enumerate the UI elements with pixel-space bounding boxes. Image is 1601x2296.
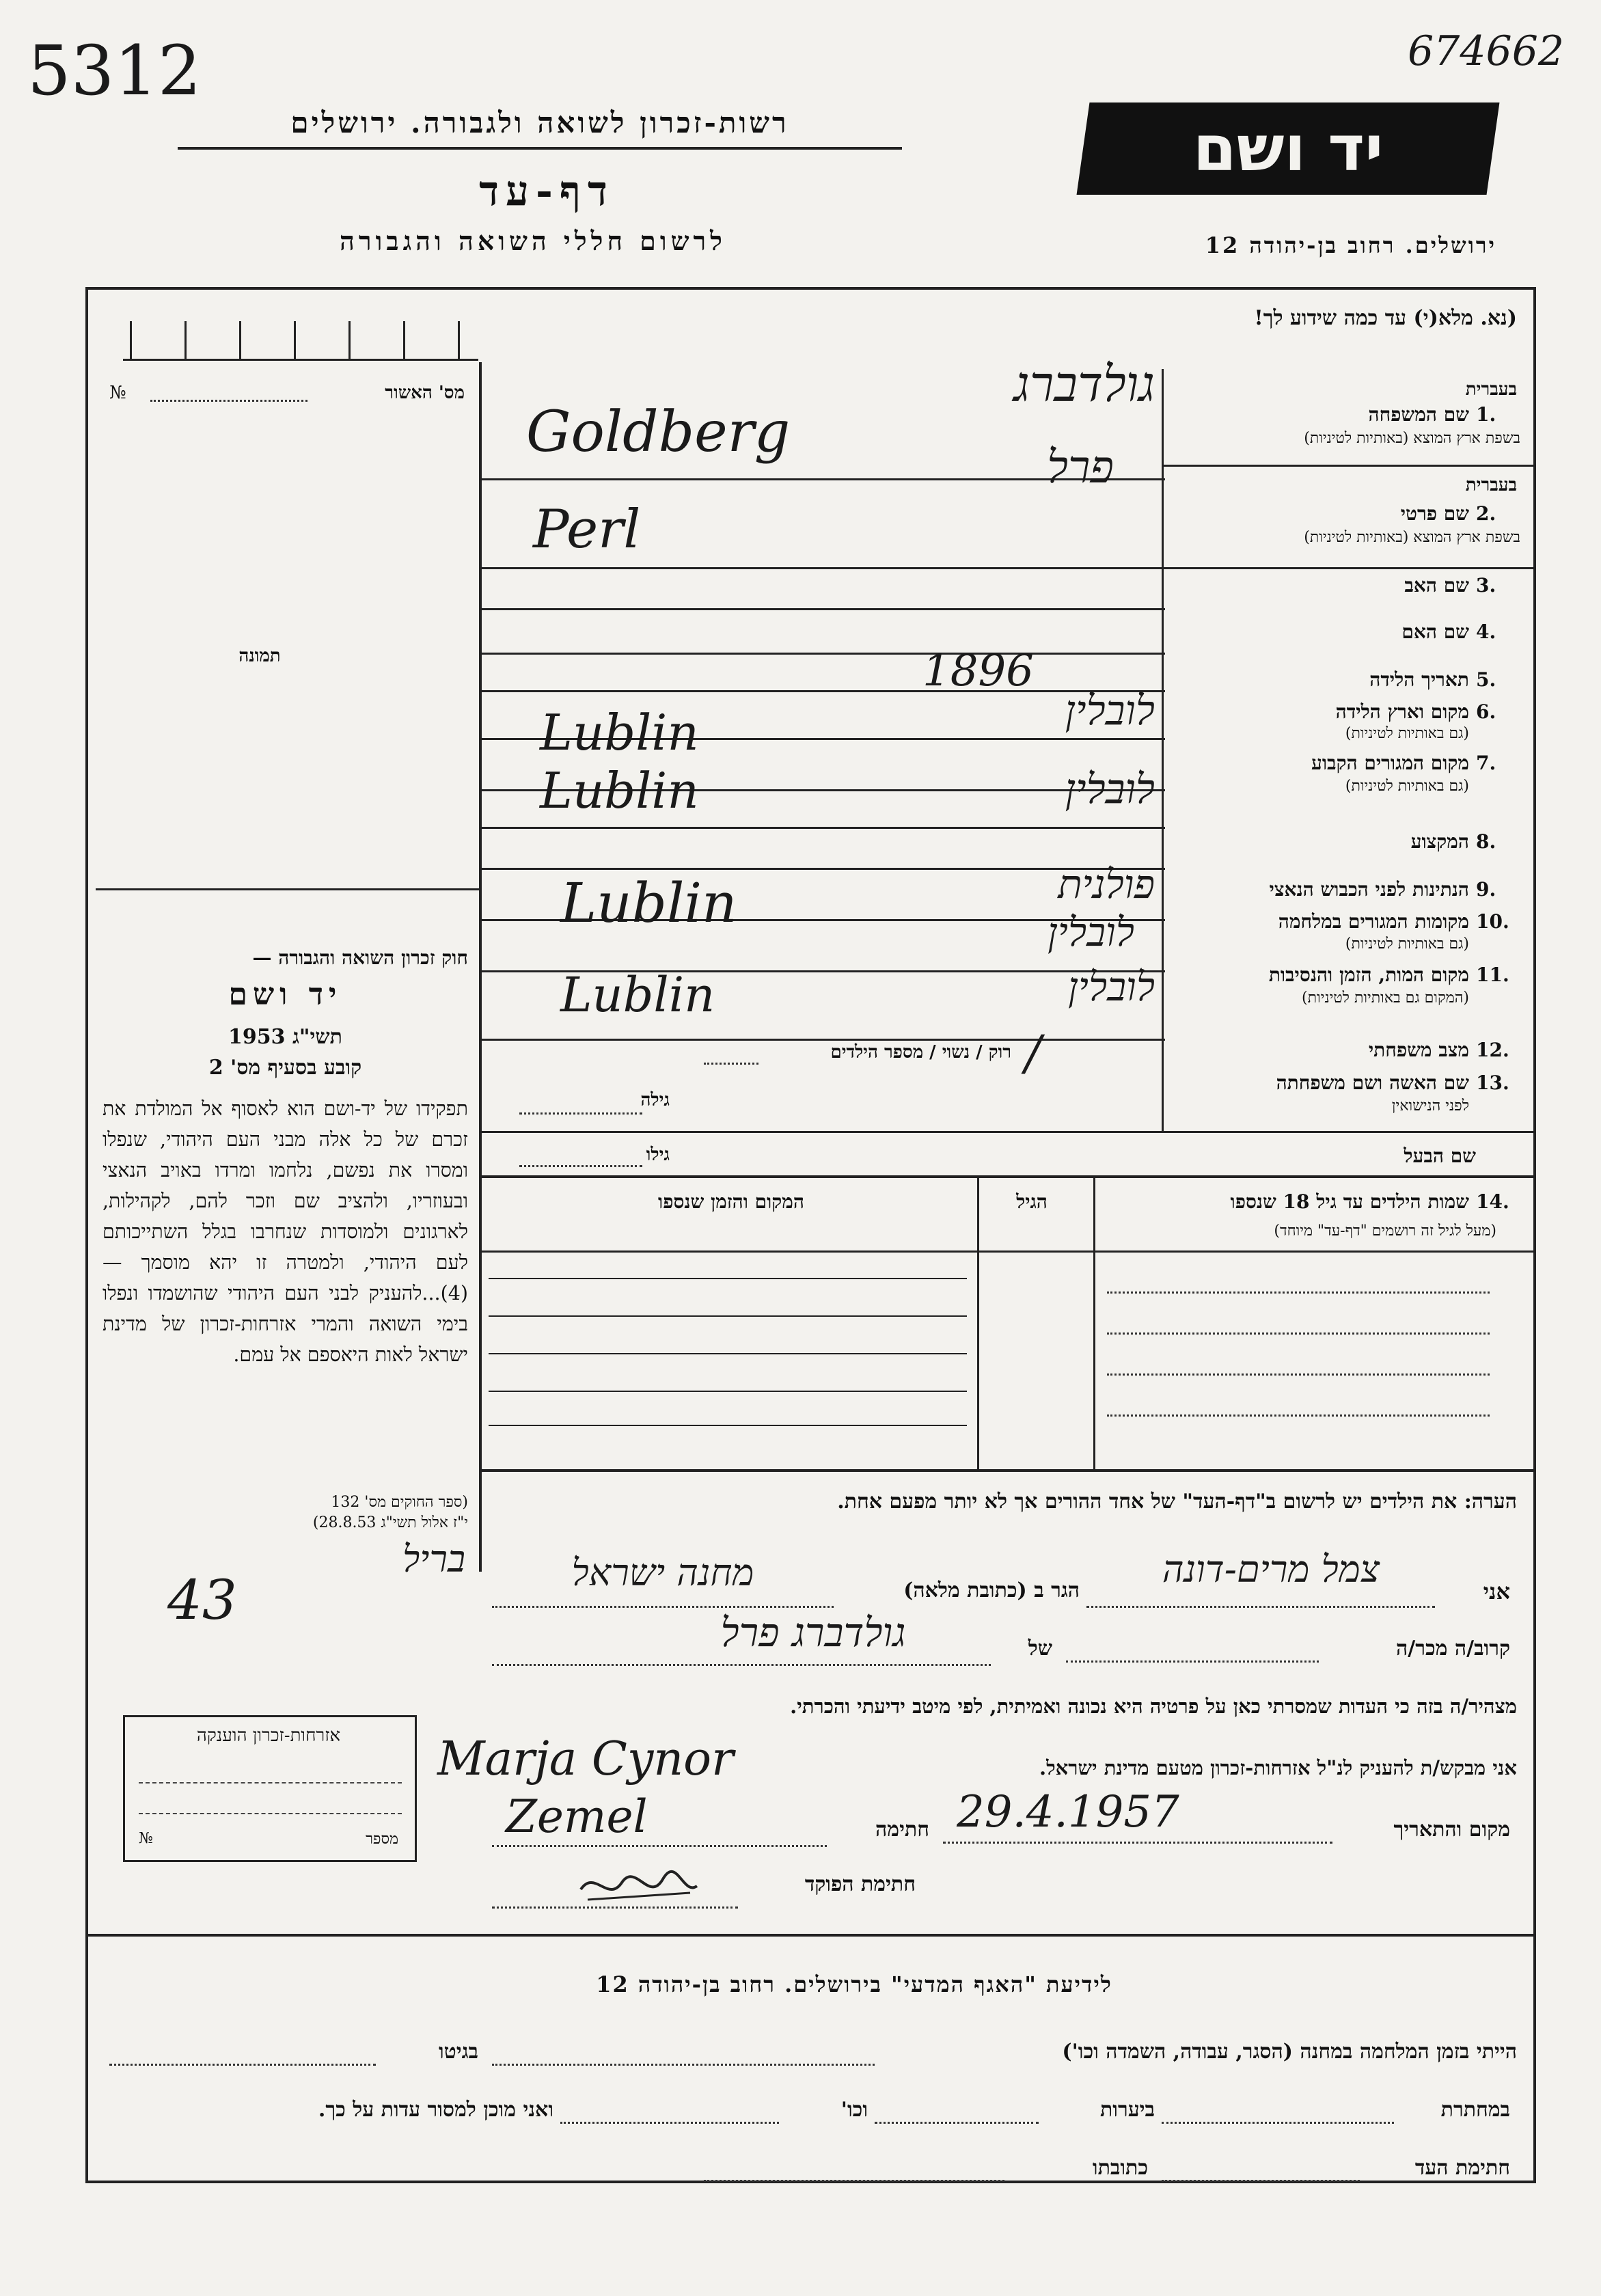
field-13-age-f: גילה bbox=[640, 1090, 670, 1110]
decl-i-am: אני bbox=[1483, 1578, 1510, 1604]
field-1-number: 1. bbox=[1476, 403, 1496, 426]
field-10-number: 10. bbox=[1476, 910, 1509, 933]
field-9-number: 9. bbox=[1476, 878, 1496, 901]
field-11-value-hebrew: לובלין bbox=[1067, 964, 1155, 1010]
field-5-number: 5. bbox=[1476, 668, 1496, 691]
cert-number-sign: № bbox=[109, 383, 126, 403]
field-7-sub: (גם באותיות לטיניות) bbox=[1345, 778, 1469, 795]
bottom-address: כתובתו bbox=[1092, 2156, 1148, 2180]
field-14-col-age: הגיל bbox=[1016, 1190, 1048, 1213]
decl-signature-value: Zemel bbox=[506, 1790, 648, 1843]
decl-town: בריל bbox=[402, 1538, 465, 1581]
field-2-latin-tag: בשפת ארץ המוצא (באותיות לטיניות) bbox=[1304, 529, 1520, 546]
field-5-label: תאריך הלידה bbox=[1369, 668, 1469, 691]
law-section: קובע בסעיף מס' 2 bbox=[208, 1056, 362, 1080]
clerk-signature-scribble bbox=[567, 1862, 704, 1910]
field-11-value-latin: Lublin bbox=[560, 967, 715, 1023]
field-1-value-latin: Goldberg bbox=[526, 400, 791, 465]
decl-address: מחנה ישראל bbox=[571, 1551, 754, 1594]
field-13-label: שם האשה ושם משפחתה bbox=[1276, 1071, 1469, 1094]
law-ref-2: י"ז אלול תשי"ג 28.8.53) bbox=[312, 1514, 468, 1531]
authority-title: רשות-זכרון לשואה ולגבורה. ירושלים bbox=[290, 106, 789, 139]
field-13-sub: לפני הנישואין bbox=[1391, 1097, 1469, 1115]
field-1-hebrew-tag: בעברית bbox=[1465, 379, 1517, 400]
field-13-husband: שם הבעל bbox=[1404, 1145, 1476, 1167]
bottom-line-1: הייתי בזמן המלחמה במחנה (הסגר, עבודה, השמדה וכו') bbox=[1062, 2040, 1517, 2064]
law-ref-1: (ספר החוקים מס' 132 bbox=[331, 1494, 468, 1511]
law-year: תשי"ג 1953 bbox=[228, 1025, 342, 1049]
field-7-number: 7. bbox=[1476, 752, 1496, 774]
note: הערה: את הילדים יש לרשום ב"דף-העד" של אחד ההורים אך לא יותר מפעם אחת. bbox=[837, 1490, 1517, 1514]
bottom-ghetto: בגיטו bbox=[438, 2040, 478, 2064]
decl-request: אני מבקש/ת להעניק לנ"ל אזרחות-זכרון מטעם מדינת ישראל. bbox=[1039, 1756, 1517, 1779]
field-1-label: שם המשפחה bbox=[1368, 403, 1469, 426]
field-7-value-latin: Lublin bbox=[540, 762, 699, 819]
decl-signature-label: חתימה bbox=[875, 1818, 929, 1842]
field-12-label: מצב משפחתי bbox=[1368, 1039, 1469, 1061]
stamp-number-label: מספר bbox=[366, 1831, 398, 1848]
field-12-mark: / bbox=[1025, 1025, 1041, 1081]
field-11-number: 11. bbox=[1476, 964, 1509, 986]
bottom-title: לידיעת "האגף המדעי" בירושלים. רחוב בן-יהודה 12 bbox=[596, 1971, 1112, 1997]
field-9-label: הנתינות לפני הכבוש הנאצי bbox=[1269, 878, 1469, 901]
file-number: 5312 bbox=[27, 31, 202, 111]
field-14-label: שמות הילדים עד גיל 18 שנספו bbox=[1230, 1190, 1469, 1213]
decl-residing: הגר ב (כתובת מלאה) bbox=[903, 1578, 1080, 1602]
field-2-hebrew-tag: בעברית bbox=[1465, 475, 1517, 495]
field-11-sub: (המקום גם באותיות לטיניות) bbox=[1302, 989, 1469, 1007]
field-10-sub: (גם באותיות לטיניות) bbox=[1345, 935, 1469, 953]
field-5-value: 1896 bbox=[922, 646, 1034, 696]
field-12-options: רוק / נשוי / מספר הילדים bbox=[830, 1042, 1011, 1063]
field-7-label: מקום המגורים הקבוע bbox=[1311, 752, 1469, 774]
decl-clerk-signature: חתימת הפוקד bbox=[804, 1872, 916, 1896]
instruction: (נא. מלא(י) עד כמה שידוע לך! bbox=[1254, 306, 1517, 330]
yad-vashem-logo: יד ושם bbox=[1077, 102, 1500, 195]
bottom-underground: במחתרת bbox=[1440, 2098, 1510, 2122]
form-subtitle: לרשום חללי השואה והגבורה bbox=[340, 226, 726, 256]
field-2-label: שם פרטי bbox=[1400, 502, 1469, 525]
left-tick-row bbox=[123, 321, 478, 362]
memorial-citizenship-stamp bbox=[123, 1715, 417, 1862]
field-4-number: 4. bbox=[1476, 620, 1496, 643]
field-3-number: 3. bbox=[1476, 574, 1496, 597]
field-6-label: מקום וארץ הלידה bbox=[1335, 700, 1469, 723]
field-6-value-latin: Lublin bbox=[540, 704, 699, 761]
margin-note: 43 bbox=[167, 1568, 237, 1632]
field-8-label: המקצוע bbox=[1410, 830, 1469, 853]
field-3-label: שם האב bbox=[1404, 574, 1469, 597]
field-10-value-latin: Lublin bbox=[560, 871, 737, 935]
field-6-number: 6. bbox=[1476, 700, 1496, 723]
field-10-value-hebrew: לובלין bbox=[1047, 909, 1134, 955]
field-2-value-latin: Perl bbox=[533, 499, 641, 560]
field-8-number: 8. bbox=[1476, 830, 1496, 853]
cert-number-label: מס' האשור bbox=[385, 383, 465, 403]
photo-label: תמונה bbox=[238, 646, 281, 666]
field-14-col-place: המקום והזמן שנספו bbox=[658, 1190, 804, 1213]
stamp-number-sign: № bbox=[139, 1830, 153, 1847]
bottom-witness-signature: חתימת העד bbox=[1414, 2156, 1510, 2180]
record-number: 674662 bbox=[1408, 27, 1565, 75]
form-title: דף-עד bbox=[479, 167, 614, 215]
field-13-number: 13. bbox=[1476, 1071, 1509, 1094]
decl-date-value: 29.4.1957 bbox=[957, 1787, 1179, 1837]
header-address: ירושלים. רחוב בן-יהודה 12 bbox=[1205, 232, 1496, 258]
field-6-sub: (גם באותיות לטיניות) bbox=[1345, 725, 1469, 742]
bottom-forests: ביערות bbox=[1099, 2098, 1155, 2122]
field-13-age-m: גילו bbox=[646, 1145, 670, 1165]
field-14-number: 14. bbox=[1476, 1190, 1509, 1213]
field-10-label: מקומות המגורים במלחמה bbox=[1278, 910, 1469, 933]
field-4-label: שם האם bbox=[1401, 620, 1469, 643]
stamp-title: אזרחות-זכרון הוענקה bbox=[196, 1725, 341, 1746]
field-1-value-hebrew: גולדברג bbox=[1013, 355, 1155, 413]
field-2-value-hebrew: פרל bbox=[1047, 441, 1114, 493]
decl-name: צמל מרים-דונה bbox=[1162, 1548, 1380, 1591]
bottom-etc: וכו' bbox=[840, 2098, 868, 2122]
field-7-value-hebrew: לובלין bbox=[1065, 765, 1155, 813]
field-2-number: 2. bbox=[1476, 502, 1496, 525]
field-6-value-hebrew: לובלין bbox=[1065, 687, 1155, 735]
field-1-latin-tag: בשפת ארץ המוצא (באותיות לטיניות) bbox=[1304, 430, 1520, 447]
decl-of: של bbox=[1028, 1637, 1052, 1660]
law-name: יד ושם bbox=[228, 977, 342, 1012]
bottom-ready-testify: ואני מוכן למסור עדות על כך. bbox=[318, 2098, 553, 2122]
law-text: תפקידו של יד-ושם הוא לאסוף אל המולדת את זכרם של כל אלה מבני העם היהודי, שנפלו ומסרו את נפשם, נלחמו ומרדו באויב הנאצי ובעוזריו, ולהציב שם וזכר להם, לקהילות, לארגונים ולמוסדות שנחרבו בגלל השתייכותם לעם היהודי, ולמטרה זו יהא מוסמך — (4)...להעניק לבני העם היהודי שהושמדו ונפלו בימי השואה והמרי אזרחות-זכרון של מדינת ישראל לאות היאספם אל עמם. bbox=[102, 1097, 468, 1366]
field-11-label: מקום המות, הזמן והנסיבות bbox=[1268, 964, 1469, 986]
field-12-number: 12. bbox=[1476, 1039, 1509, 1061]
law-title: חוק זכרון השואה והגבורה — bbox=[252, 946, 468, 969]
decl-of-name: גולדברג פרל bbox=[720, 1609, 906, 1656]
decl-statement: מצהיר/ה בזה כי העדות שמסרתי כאן על פרטיה היא נכונה ואמיתית, לפי מיטב ידיעתי והכרתי. bbox=[790, 1695, 1517, 1718]
decl-signature-name: Marja Cynor bbox=[437, 1732, 734, 1786]
field-14-sub: (מעל לגיל זה רושמים "דף-עד" מיוחד) bbox=[1274, 1222, 1496, 1240]
decl-relative: קרוב/ה מכר/ה bbox=[1396, 1637, 1510, 1660]
decl-place-date: מקום והתאריך bbox=[1393, 1818, 1510, 1842]
field-9-value: פולנית bbox=[1058, 861, 1155, 907]
